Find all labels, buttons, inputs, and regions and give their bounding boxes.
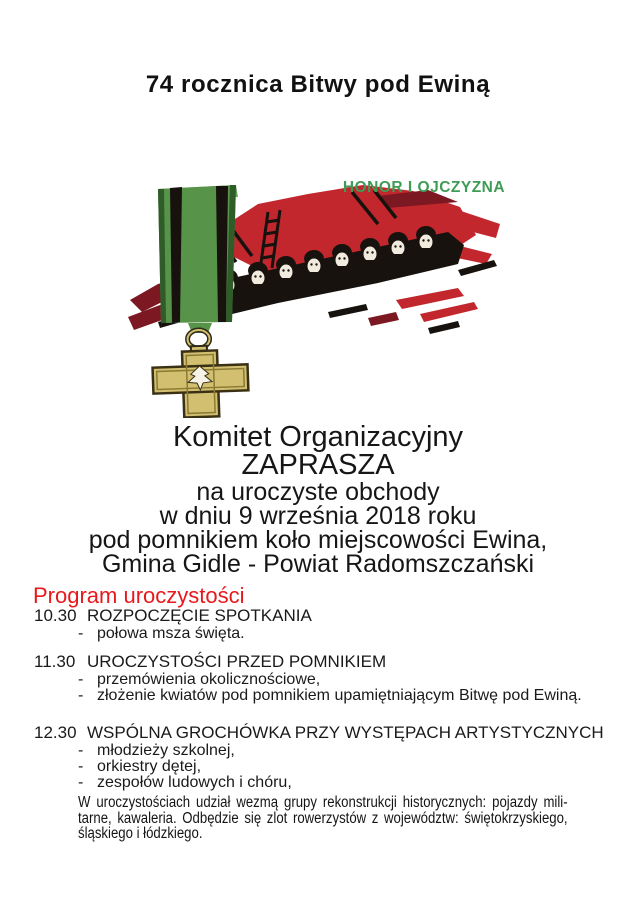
program-item xyxy=(0,774,636,790)
page-title: 74 rocznica Bitwy pod Ewiną xyxy=(145,71,491,98)
invitation-headline xyxy=(0,423,636,479)
item-text: orkiestry dętej, xyxy=(97,757,202,775)
invitation-line-committee: Komitet Organizacyjny xyxy=(172,421,464,453)
item-dash: - xyxy=(78,625,84,642)
program-item xyxy=(0,625,636,641)
program-item xyxy=(0,671,636,687)
program-items xyxy=(0,671,636,703)
closing-line: tarne, kawaleria. Odbędzie się zlot rowerzystów z województw: świętokrzyskiego, xyxy=(78,809,568,827)
program-items xyxy=(0,742,636,789)
program-items xyxy=(0,625,636,641)
program-time: 12.30 xyxy=(34,723,77,742)
invitation-line-date: w dniu 9 września 2018 roku xyxy=(159,502,477,530)
medal-ribbon xyxy=(158,185,238,333)
item-text: młodzieży szkolnej, xyxy=(97,742,235,759)
invitation-line-place: pod pomnikiem koło miejscowości Ewina, xyxy=(88,526,548,554)
motto-text: HONOR I OJCZYZNA xyxy=(342,179,506,196)
item-text: przemówienia okolicznościowe, xyxy=(97,671,321,688)
partisan-cross-icon xyxy=(151,328,249,418)
partisan-medal-image xyxy=(128,152,510,418)
item-text: zespołów ludowych i chóru, xyxy=(97,773,292,791)
program-time: 10.30 xyxy=(34,606,77,625)
invitation-details xyxy=(0,480,636,576)
item-text: złożenie kwiatów pod pomnikiem upamiętniającym Bitwę pod Ewiną. xyxy=(97,686,582,704)
program-title: ROZPOCZĘCIE SPOTKANIA xyxy=(87,606,312,625)
program-item xyxy=(0,758,636,774)
program-title: WSPÓLNA GROCHÓWKA PRZY WYSTĘPACH ARTYSTYCZNYCH xyxy=(87,723,604,742)
invitation-line-invites: ZAPRASZA xyxy=(241,449,395,481)
closing-paragraph xyxy=(78,795,568,842)
invitation-line-occasion: na uroczyste obchody xyxy=(196,478,440,506)
program-section xyxy=(0,723,636,789)
program-title: UROCZYSTOŚCI PRZED POMNIKIEM xyxy=(87,652,387,671)
invitation-line-region: Gmina Gidle - Powiat Radomszczański xyxy=(101,550,535,578)
closing-line: W uroczystościach udział wezmą grupy rekonstrukcji historycznych: pojazdy mili- xyxy=(78,794,568,811)
item-dash: - xyxy=(78,742,84,759)
program-item xyxy=(0,742,636,758)
program-section xyxy=(0,606,636,641)
item-dash: - xyxy=(78,686,84,704)
program-time: 11.30 xyxy=(34,652,76,671)
program-section xyxy=(0,652,636,703)
item-dash: - xyxy=(78,773,84,791)
program-heading: Program uroczystości xyxy=(33,583,245,608)
closing-line: śląskiego i łódzkiego. xyxy=(78,825,203,842)
program-item xyxy=(0,687,636,703)
item-dash: - xyxy=(78,757,84,775)
item-dash: - xyxy=(78,671,84,688)
item-text: połowa msza święta. xyxy=(97,625,245,642)
